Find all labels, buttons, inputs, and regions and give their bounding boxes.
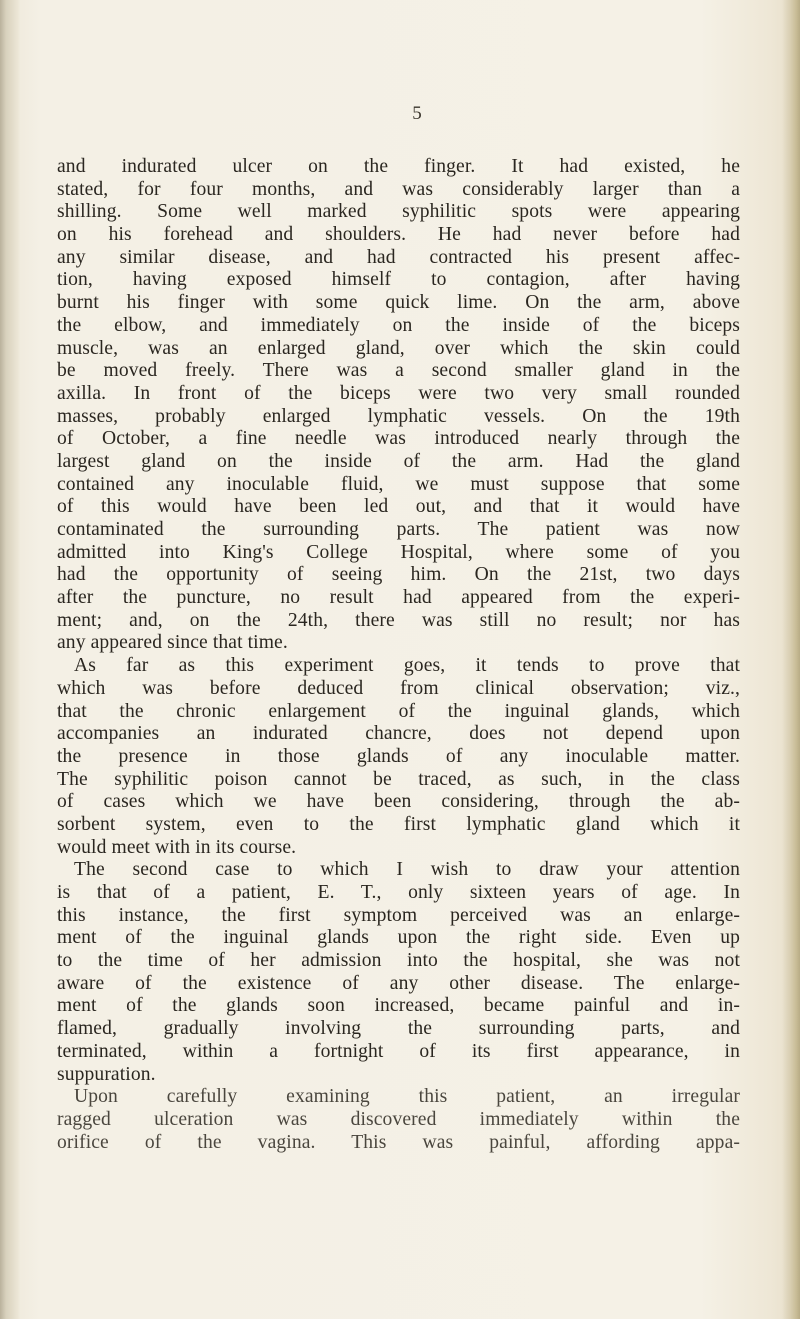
text-line: masses, probably enlarged lymphatic vessels. On the 19th [57,405,740,427]
page-spine-shadow [0,0,20,1319]
text-line: any similar disease, and had contracted his present affec- [57,246,740,268]
text-line: axilla. In front of the biceps were two very small rounded [57,382,740,404]
text-line: to the time of her admission into the hospital, she was not [57,950,740,972]
text-line: of October, a fine needle was introduced nearly through the [57,428,740,450]
text-line: stated, for four months, and was considerably larger than a [57,178,740,200]
text-line: the presence in those glands of any inoculable matter. [57,745,740,767]
page-edge [782,0,800,1319]
text-line: ment; and, on the 24th, there was still no result; nor has [57,609,740,631]
text-line: accompanies an indurated chancre, does not depend upon [57,723,740,745]
text-line: orifice of the vagina. This was painful, affording appa- [57,1131,740,1153]
text-line: The second case to which I wish to draw your attention [74,859,740,881]
text-line: had the opportunity of seeing him. On the 21st, two days [57,564,740,586]
text-line: The syphilitic poison cannot be traced, as such, in the class [57,768,740,790]
text-line: which was before deduced from clinical observation; viz., [57,677,740,699]
text-line: on his forehead and shoulders. He had never before had [57,224,740,246]
text-line: largest gland on the inside of the arm. Had the gland [57,450,740,472]
text-line: flamed, gradually involving the surrounding parts, and [57,1018,740,1040]
text-line: suppuration. [57,1063,156,1085]
text-line: aware of the existence of any other disease. The enlarge- [57,972,740,994]
text-line: contained any inoculable fluid, we must suppose that some [57,473,740,495]
text-line: terminated, within a fortnight of its first appearance, in [57,1040,740,1062]
text-line: sorbent system, even to the first lymphatic gland which it [57,813,740,835]
text-line: ment of the inguinal glands upon the right side. Even up [57,927,740,949]
text-line: burnt his finger with some quick lime. On the arm, above [57,292,740,314]
text-line: would meet with in its course. [57,836,297,858]
text-line: tion, having exposed himself to contagion, after having [57,269,740,291]
text-line: muscle, was an enlarged gland, over which the skin could [57,337,740,359]
text-line: this instance, the first symptom perceived was an enlarge- [57,904,740,926]
text-line: that the chronic enlargement of the inguinal glands, which [57,700,740,722]
text-line: and indurated ulcer on the finger. It had existed, he [57,156,740,177]
body-text [57,156,740,1154]
text-line: of cases which we have been considering, through the ab- [57,791,740,813]
text-line: Upon carefully examining this patient, an irregular [74,1086,740,1108]
text-line: of this would have been led out, and that it would have [57,496,740,518]
text-line: contaminated the surrounding parts. The patient was now [57,519,740,540]
text-line: any appeared since that time. [57,632,288,654]
text-line: admitted into King's College Hospital, where some of you [57,541,740,563]
text-line: ment of the glands soon increased, became painful and in- [57,995,740,1017]
text-line: shilling. Some well marked syphilitic spots were appearing [57,201,740,223]
page-number: 5 [412,103,422,124]
text-line: As far as this experiment goes, it tends to prove that [74,655,740,677]
text-line: be moved freely. There was a second smaller gland in the [57,360,740,382]
text-line: the elbow, and immediately on the inside of the biceps [57,314,740,336]
text-line: ragged ulceration was discovered immediately within the [57,1108,740,1130]
text-line: is that of a patient, E. T., only sixteen years of age. In [57,882,740,903]
text-line: after the puncture, no result had appeared from the experi- [57,587,740,609]
